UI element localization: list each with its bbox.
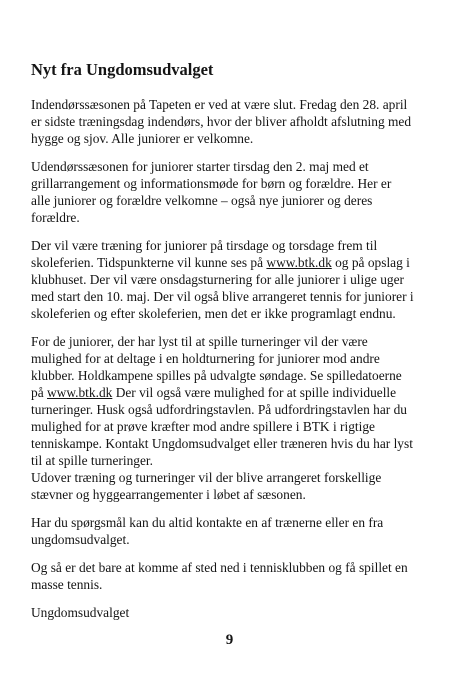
text-line: med start den 10. maj. Der vil også blive arrangeret tennis for juniorer i bbox=[31, 289, 414, 304]
text-segment: skoleferien. Tidspunkterne vil kunne ses på bbox=[31, 255, 267, 270]
signature: Ungdomsudvalget bbox=[31, 605, 130, 620]
text-line: klubhuset. Der vil være onsdagsturnering for alle juniorer i ulige uger bbox=[31, 272, 404, 287]
text-line: til at spille turneringer. bbox=[31, 453, 153, 468]
text-line: Der vil være træning for juniorer på tirsdage og torsdage frem til bbox=[31, 238, 378, 253]
text-line: Indendørssæsonen på Tapeten er ved at være slut. Fredag den 28. april bbox=[31, 97, 408, 112]
text-line: klubber. Holdkampene spilles på udvalgte søndage. Se spilledatoerne bbox=[31, 368, 402, 383]
text-line: Udover træning og turneringer vil der blive arrangeret forskellige bbox=[31, 470, 382, 485]
text-line: alle juniorer og forældre velkomne – også nye juniorer og deres bbox=[31, 193, 373, 208]
text-line: ungdomsudvalget. bbox=[31, 532, 130, 547]
text-line: skoleferien og efter skoleferien, men det er ikke programlagt endnu. bbox=[31, 306, 396, 321]
website-link[interactable]: www.btk.dk bbox=[47, 385, 113, 400]
text-line: tenniskampe. Kontakt Ungdomsudvalget eller træneren hvis du har lyst bbox=[31, 436, 413, 451]
text-segment: og på opslag i bbox=[331, 255, 410, 270]
text-line: turneringer. Husk også udfordringstavlen. På udfordringstavlen har du bbox=[31, 402, 407, 417]
text-line: er sidste træningsdag indendørs, hvor der bliver afholdt afslutning med bbox=[31, 114, 412, 129]
text-line: hygge og sjov. Alle juniorer er velkomne. bbox=[31, 131, 254, 146]
text-line: mulighed for at prøve kræfter mod andre spillere i BTK i rigtige bbox=[31, 419, 375, 434]
text-line: grillarrangement og informationsmøde for børn og forældre. Her er bbox=[31, 176, 392, 191]
text-line bbox=[31, 254, 410, 271]
text-line: Og så er det bare at komme af sted ned i tennisklubben og få spillet en bbox=[31, 560, 408, 575]
text-line: masse tennis. bbox=[31, 577, 103, 592]
text-line: Har du spørgsmål kan du altid kontakte en af trænerne eller en fra bbox=[31, 515, 384, 530]
text-line bbox=[31, 384, 396, 401]
page-title: Nyt fra Ungdomsudvalget bbox=[31, 60, 214, 79]
text-line: forældre. bbox=[31, 210, 80, 225]
text-line: mulighed for at deltage i en holdturnering for juniorer mod andre bbox=[31, 351, 380, 366]
website-link[interactable]: www.btk.dk bbox=[266, 255, 332, 270]
text-segment: på bbox=[31, 385, 47, 400]
text-line: stævner og hyggearrangementer i løbet af sæsonen. bbox=[31, 487, 306, 502]
text-segment: Der vil også være mulighed for at spille individuelle bbox=[112, 385, 397, 400]
text-line: For de juniorer, der har lyst til at spille turneringer vil der være bbox=[31, 334, 368, 349]
text-line: Udendørssæsonen for juniorer starter tirsdag den 2. maj med et bbox=[31, 159, 369, 174]
page-number: 9 bbox=[225, 632, 234, 648]
